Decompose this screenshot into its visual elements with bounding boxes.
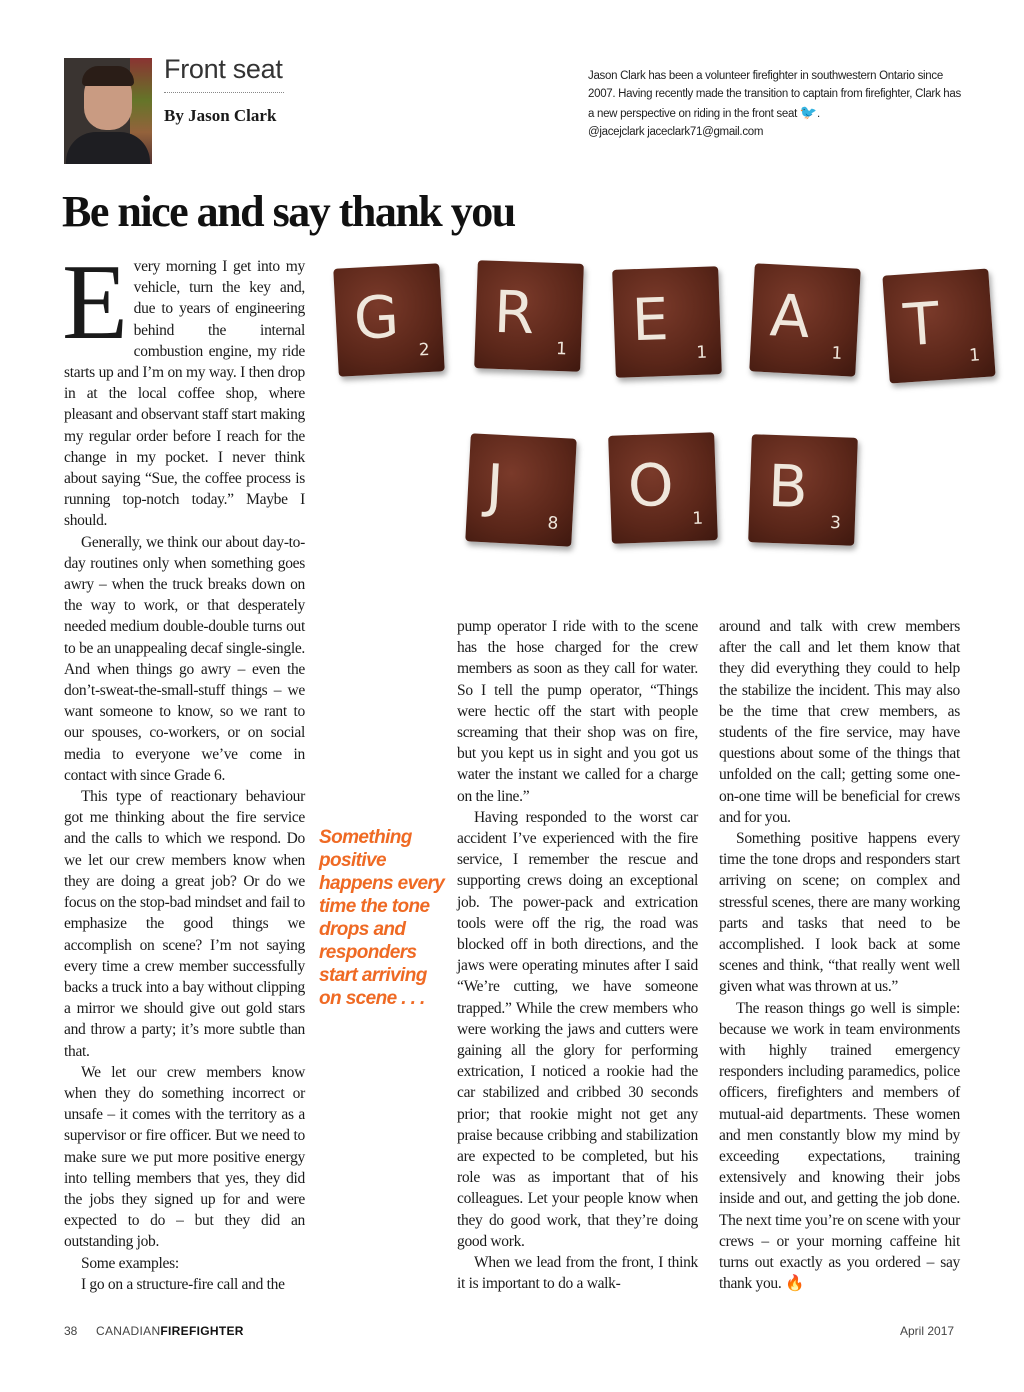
tile-b: B 3 — [748, 434, 858, 546]
tile-r: R 1 — [474, 260, 584, 372]
tile-g: G 2 — [333, 263, 445, 376]
paragraph: Having responded to the worst car accident I’ve experienced with the fire service, I remember the rescue and supporting crews doing an exceptional job. The power-pack and extrication tools were off the rig, the road was blocked off in both directions, and the jaws were operating minutes after I said “We’re cutting, we have someone trapped.” While the crew members who were working the jaws and cutters were gaining all the glory for performing extrication, I noticed a rookie had the car stabilized and cribbed 30 seconds prior; that rookie might not get any praise because cribbing and stabilization are expected to be completed, but his role was as important that of his colleagues. Let your people know when they do good work, that they’re doing good work. — [457, 808, 698, 1250]
paragraph: The reason things go well is simple: because we work in team environments with highly trained emergency responders including paramedics, police officers, firefighters and members of mutual-aid departments. These women and men constantly blow my mind by exceeding expectations, training extensively and knowing their jobs inside and out, and getting the job done. The next time you’re on scene with your crews – or your morning caffeine hit turns out exactly as you ordered – say thank you. 🔥 — [719, 999, 960, 1293]
paragraph: Some examples: — [81, 1254, 179, 1272]
tile-a: A 1 — [749, 263, 861, 376]
tile-e: E 1 — [612, 266, 722, 378]
tile-o: O 1 — [608, 432, 718, 544]
divider — [164, 92, 284, 93]
article-column-2 — [457, 616, 698, 1295]
twitter-bird-icon: 🐦 — [799, 104, 818, 120]
drop-cap: E — [62, 243, 128, 362]
paragraph: This type of reactionary behaviour got me thinking about the fire service and the calls to which we respond. Do we let our crew members know when they are doing a great job? Or do we focus on the stop-bad mindset and fail to emphasize the good things we accomplish on scene? I’m not saying every time a crew member successfully backs a truck into a bay without clipping a mirror we should give out gold stars and throw a party; it’s more subtle than that. — [64, 788, 305, 1060]
paragraph: We let our crew members know when they do something incorrect or unsafe – it comes with the territory as a supervisor or fire officer. But we need to make sure we put more positive energy into telling members that yes, they did the jobs they signed up for and were expected to do – but they did an outstanding job. — [64, 1063, 305, 1251]
page-number: 38 — [64, 1324, 78, 1338]
paragraph: around and talk with crew members after the call and let them know that they did everything they could to help the stabilize the incident. This may also be the time that crew members, as students of the fire service, may have questions about some of the things that unfolded on the call; getting some one-on-one time will be beneficial for crews and for you. — [719, 618, 960, 826]
paragraph: Generally, we think our about day-to-day routines only when something goes awry – when the truck breaks down on the way to work, or that desperately needed medium double-double turns out to be an unappealing decaf single-single. And when things go awry – even the don’t-sweat-the-small-stuff things – we want someone to know, so we rant to our spouses, co-workers, or on social media to everyone we’ve come in contact with since Grade 6. — [64, 533, 305, 784]
magazine-name: CANADIANFIREFIGHTER — [96, 1324, 244, 1338]
bio-contact: @jacejclark jaceclark71@gmail.com — [588, 126, 764, 138]
byline: By Jason Clark — [164, 106, 277, 125]
headline: Be nice and say thank you — [62, 187, 515, 236]
tile-t: T 1 — [882, 268, 995, 383]
scrabble-tiles-image — [320, 258, 1010, 558]
article-column-3 — [719, 616, 960, 1295]
paragraph: Something positive happens every time the tone drops and responders start arriving on scene; on complex and stressful scenes, there are many working parts and tasks that need to be accomplished. I look back at some scenes and think, “that really went well given what was thrown at us.” — [719, 830, 960, 996]
bio-text: Jason Clark has been a volunteer firefighter in southwestern Ontario since 2007. Having recently made the transition to captain from firefighter, Clark has a new perspective on riding in the front seat — [588, 70, 961, 120]
article-column-1 — [62, 243, 305, 1295]
flame-icon: 🔥 — [785, 1275, 805, 1293]
paragraph: Every morning I get into my vehicle, turn the key and, due to years of engineering behind the internal combustion engine, my ride starts up and I’m on my way. I then drop in at the local coffee shop, where pleasant and observant staff start making my regular order before I reach for the change in my pocket. I never think about saying “Sue, the coffee process is running top-notch today.” Maybe I should. — [62, 243, 305, 530]
paragraph: When we lead from the front, I think it is important to do a walk- — [457, 1254, 698, 1293]
author-bio: Jason Clark has been a volunteer firefighter in southwestern Ontario since 2007. Having recently made the transition to captain from firefighter, Clark has a new perspective on riding in the front seat 🐦. @jacejclark jaceclark71@gmail.com — [588, 70, 961, 138]
paragraph: I go on a structure-fire call and the — [81, 1275, 285, 1293]
tile-j: J 8 — [465, 433, 577, 546]
section-title: Front seat — [164, 54, 283, 84]
author-photo — [64, 58, 152, 164]
paragraph: pump operator I ride with to the scene has the hose charged for the crew members as soon as they call for water. So I tell the pump operator, “Things were hectic off the start with people screaming that their shop was on fire, but you kept us in sight and you got us water the instant we called for a charge on the line.” — [457, 618, 698, 805]
pull-quote: Something positive happens every time the tone drops and responders start arriving on scene . . . — [319, 827, 445, 1009]
issue-date: April 2017 — [900, 1324, 955, 1338]
